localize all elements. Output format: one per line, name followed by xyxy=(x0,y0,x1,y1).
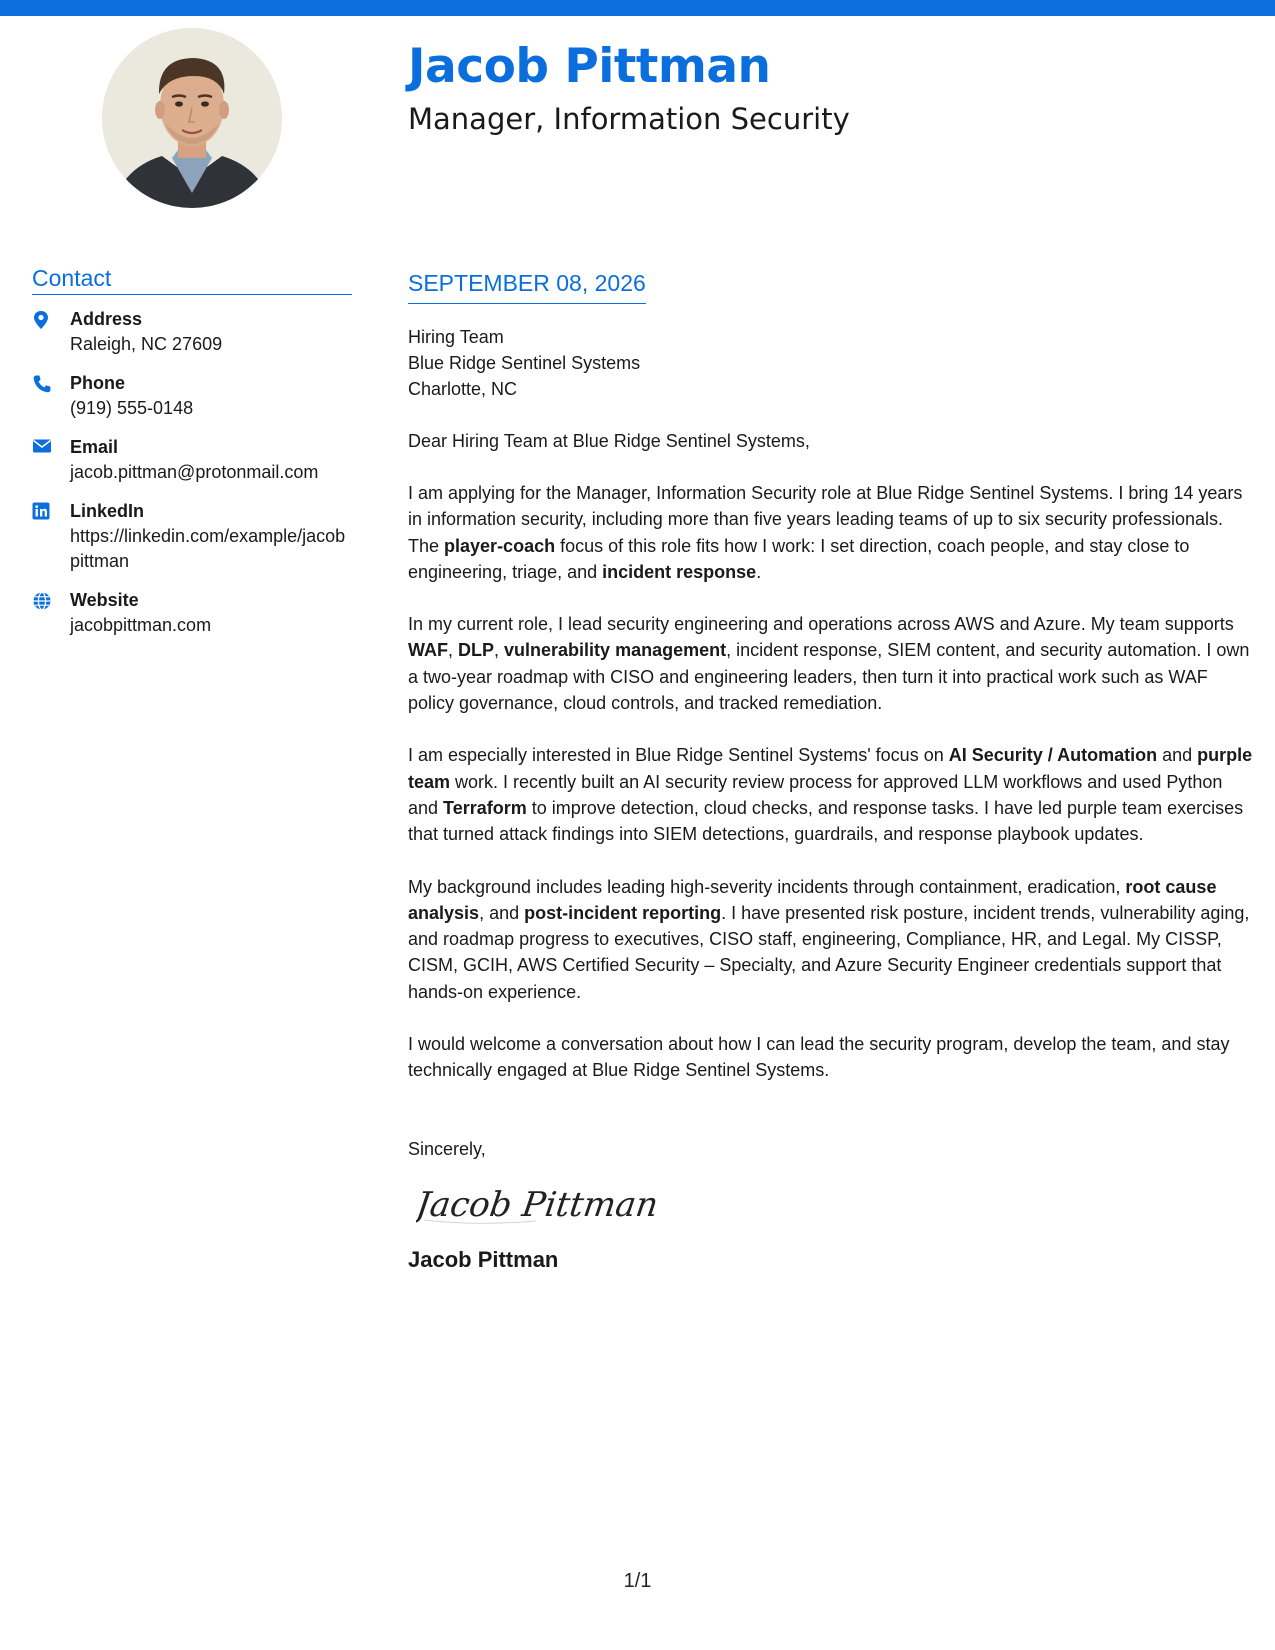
paragraph-text: work. I recently built an AI security review process for approved LLM workflows and used Python and xyxy=(408,771,1223,818)
paragraph-text: focus of this role fits how I work: I set direction, coach people, and stay close to engineering, triage, and xyxy=(408,535,1190,582)
website-link[interactable]: jacobpittman.com xyxy=(70,615,212,635)
bold-keyword: AI Security / Automation xyxy=(948,745,1158,766)
paragraph-text: I am especially interested in Blue Ridge Sentinel Systems' focus on xyxy=(408,745,949,766)
letter-body xyxy=(408,270,1253,1273)
recipient-company: Blue Ridge Sentinel Systems xyxy=(408,353,641,373)
signed-name: Jacob Pittman xyxy=(408,1246,559,1272)
paragraph-text: In my current role, I lead security engineering and operations across AWS and Azure. My team supports xyxy=(408,614,1234,635)
contact-label: Email xyxy=(70,437,119,457)
body-paragraph xyxy=(408,874,1253,1005)
bold-keyword: player-coach xyxy=(444,535,556,556)
page-number: 1/1 xyxy=(623,1570,652,1592)
applicant-job-title: Manager, Information Security xyxy=(408,102,850,136)
bold-keyword: Terraform xyxy=(443,797,527,818)
paragraph-text: , xyxy=(494,640,505,661)
linkedin-icon xyxy=(32,499,70,574)
bold-keyword: root cause analysis xyxy=(408,876,1217,923)
paragraph-text: My background includes leading high-severity incidents through containment, eradication, xyxy=(408,876,1126,897)
globe-icon xyxy=(32,588,70,638)
closing: Sincerely, xyxy=(408,1138,486,1159)
bold-keyword: post-incident reporting xyxy=(524,902,722,923)
signature-text: Jacob Pittman xyxy=(416,1184,656,1225)
bold-keyword: vulnerability management xyxy=(504,640,727,661)
contact-value: Raleigh, NC 27609 xyxy=(70,334,223,354)
body-paragraph xyxy=(408,480,1253,585)
body-paragraph xyxy=(408,611,1253,716)
body-paragraph xyxy=(408,742,1253,847)
profile-photo xyxy=(102,28,282,208)
linkedin-link[interactable]: https://linkedin.com/example/jacobpittman xyxy=(70,526,346,571)
contact-value: (919) 555-0148 xyxy=(70,398,194,418)
contact-label: LinkedIn xyxy=(70,501,145,521)
recipient-block xyxy=(408,324,1253,402)
salutation: Dear Hiring Team at Blue Ridge Sentinel Systems, xyxy=(408,431,810,451)
recipient-line: Hiring Team xyxy=(408,327,504,347)
paragraph-text: and xyxy=(1157,745,1198,766)
bold-keyword: DLP xyxy=(458,640,495,661)
bold-keyword: WAF xyxy=(408,640,448,661)
contact-label: Phone xyxy=(70,373,126,393)
paragraph-text: , incident response, SIEM content, and security automation. I own a two-year roadmap with CISO and engineering leaders, then turn it into practical work such as WAF policy governance, cloud controls, and tracked remediation. xyxy=(408,640,1250,714)
contact-linkedin xyxy=(32,499,352,574)
letter-date: SEPTEMBER 08, 2026 xyxy=(408,270,646,304)
location-pin-icon xyxy=(32,307,70,357)
top-accent-bar xyxy=(0,0,1275,16)
recipient-location: Charlotte, NC xyxy=(408,379,518,399)
handwritten-signature xyxy=(416,1180,1253,1235)
contact-address xyxy=(32,307,352,357)
bold-keyword: purple team xyxy=(408,745,1253,792)
paragraph-text: to improve detection, cloud checks, and response tasks. I have led purple team exercises that turned attack findings into SIEM detections, guardrails, and response playbook updates. xyxy=(408,797,1244,845)
paragraph-text: , xyxy=(448,640,459,661)
contact-phone xyxy=(32,371,352,421)
email-link[interactable]: jacob.pittman@protonmail.com xyxy=(70,462,319,482)
contact-label: Address xyxy=(70,309,143,329)
phone-icon xyxy=(32,371,70,421)
paragraph-text: , and xyxy=(479,902,525,923)
bold-keyword: incident response xyxy=(602,561,757,582)
envelope-icon xyxy=(32,435,70,485)
paragraph-text: . xyxy=(756,561,762,582)
contact-email xyxy=(32,435,352,485)
paragraph-text: I am applying for the Manager, Information Security role at Blue Ridge Sentinel Systems. I bring 14 years in information security, including more than five years leading teams of up to six security professionals. The xyxy=(408,483,1243,556)
paragraph-text: . I have presented risk posture, incident trends, vulnerability aging, and roadmap progress to executives, CISO staff, engineering, Compliance, HR, and Legal. My CISSP, CISM, GCIH, AWS Certified Security – Specialty, and Azure Security Engineer credentials support that hands-on experience. xyxy=(408,902,1250,1002)
contact-sidebar xyxy=(32,265,352,652)
contact-heading: Contact xyxy=(32,265,352,295)
body-paragraph xyxy=(408,1031,1253,1084)
contact-label: Website xyxy=(70,590,139,610)
applicant-name: Jacob Pittman xyxy=(408,39,771,94)
contact-website xyxy=(32,588,352,638)
paragraph-text: I would welcome a conversation about how I can lead the security program, develop the team, and stay technically engaged at Blue Ridge Sentinel Systems. xyxy=(408,1034,1230,1081)
